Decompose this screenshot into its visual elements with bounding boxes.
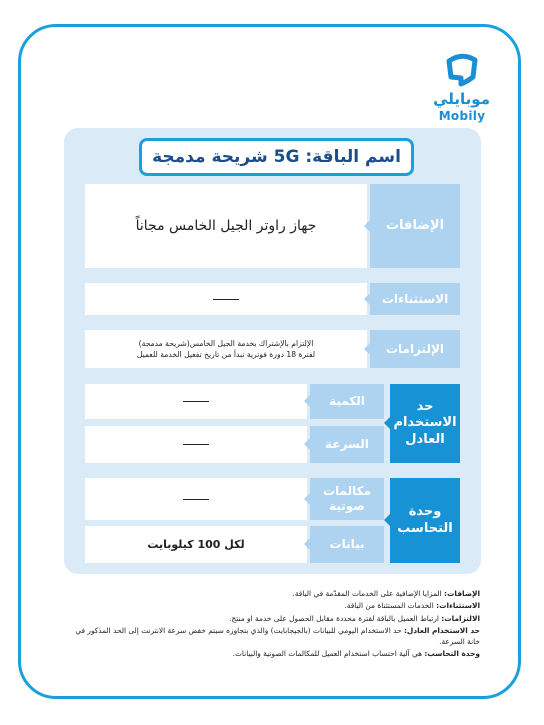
note-text: المزايا الإضافية على الخدمات المقدّمة في الباقة. bbox=[292, 589, 445, 598]
voice-label-2: صوتية bbox=[329, 499, 365, 513]
note-term: وحدة التحاسب: bbox=[424, 649, 480, 659]
additions-label: الإضافات bbox=[370, 184, 460, 268]
commitments-line2: لفترة 18 دورة فوترية تبدأ من تاريخ تفعيل الخدمة للعميل bbox=[136, 350, 316, 359]
quantity-dash bbox=[183, 401, 209, 402]
fair-use-label bbox=[390, 384, 460, 463]
voice-value bbox=[85, 478, 307, 520]
commitments-value bbox=[85, 330, 367, 368]
exceptions-label: الاستثناءات bbox=[370, 283, 460, 315]
exceptions-value bbox=[85, 283, 367, 315]
quantity-value bbox=[85, 384, 307, 419]
note-term: الإضافات: bbox=[444, 589, 480, 598]
commitments-label: الإلتزامات bbox=[370, 330, 460, 368]
note-item bbox=[70, 601, 480, 612]
voice-label bbox=[310, 478, 384, 520]
note-text: ارتباط العميل بالباقة لفترة محددة مقابل الحصول على خدمة او منتج. bbox=[229, 613, 442, 623]
billing-unit-label-1: وحدة bbox=[408, 504, 442, 520]
fair-use-label-1: حد bbox=[416, 399, 434, 415]
data-value: لكل 100 كيلوبايت bbox=[85, 526, 307, 563]
exceptions-dash bbox=[213, 299, 239, 300]
voice-label-1: مكالمات bbox=[322, 484, 372, 498]
billing-unit-label-2: التحاسب bbox=[397, 520, 453, 536]
note-item bbox=[70, 614, 480, 625]
billing-unit-label bbox=[390, 478, 460, 563]
note-text: الخدمات المستثناة من الباقة. bbox=[344, 601, 437, 611]
commitments-line1: الإلتزام بالإشتراك بخدمة الجيل الخامس(شريحة مدمجة) bbox=[138, 339, 314, 348]
data-label: بيانات bbox=[310, 526, 384, 563]
note-term: الالتزامات: bbox=[441, 613, 480, 623]
additions-value: جهاز راوتر الجيل الخامس مجاناً bbox=[85, 184, 367, 268]
speed-dash bbox=[183, 444, 209, 445]
brand-english: Mobily bbox=[438, 109, 486, 123]
note-text: حد الاستخدام اليومي للبيانات (بالجيجابايت) والذي بتجاوزه سيتم خفض سرعة الانترنت إلى الحد المذكور في خانة السرعة. bbox=[75, 625, 480, 646]
brand-arabic: موبايلي bbox=[433, 90, 490, 108]
voice-dash bbox=[183, 499, 209, 500]
note-term: الاستثناءات: bbox=[436, 601, 480, 611]
note-item bbox=[70, 649, 480, 660]
fair-use-label-2: الاستخدام bbox=[393, 415, 457, 431]
mobily-logo bbox=[434, 50, 490, 124]
speed-label: السرعة bbox=[310, 426, 384, 463]
package-title: اسم الباقة: 5G شريحة مدمجة bbox=[139, 138, 414, 176]
quantity-label: الكمية bbox=[310, 384, 384, 419]
mobily-logo-icon bbox=[442, 50, 482, 88]
note-item bbox=[70, 626, 480, 648]
definitions-notes bbox=[70, 589, 480, 661]
speed-value bbox=[85, 426, 307, 463]
note-text: هي آلية احتساب استخدام العميل للمكالمات الصوتية والبيانات. bbox=[232, 649, 425, 659]
note-term: حد الاستخدام العادل: bbox=[403, 625, 480, 635]
note-item bbox=[70, 589, 480, 600]
fair-use-label-3: العادل bbox=[405, 431, 445, 447]
